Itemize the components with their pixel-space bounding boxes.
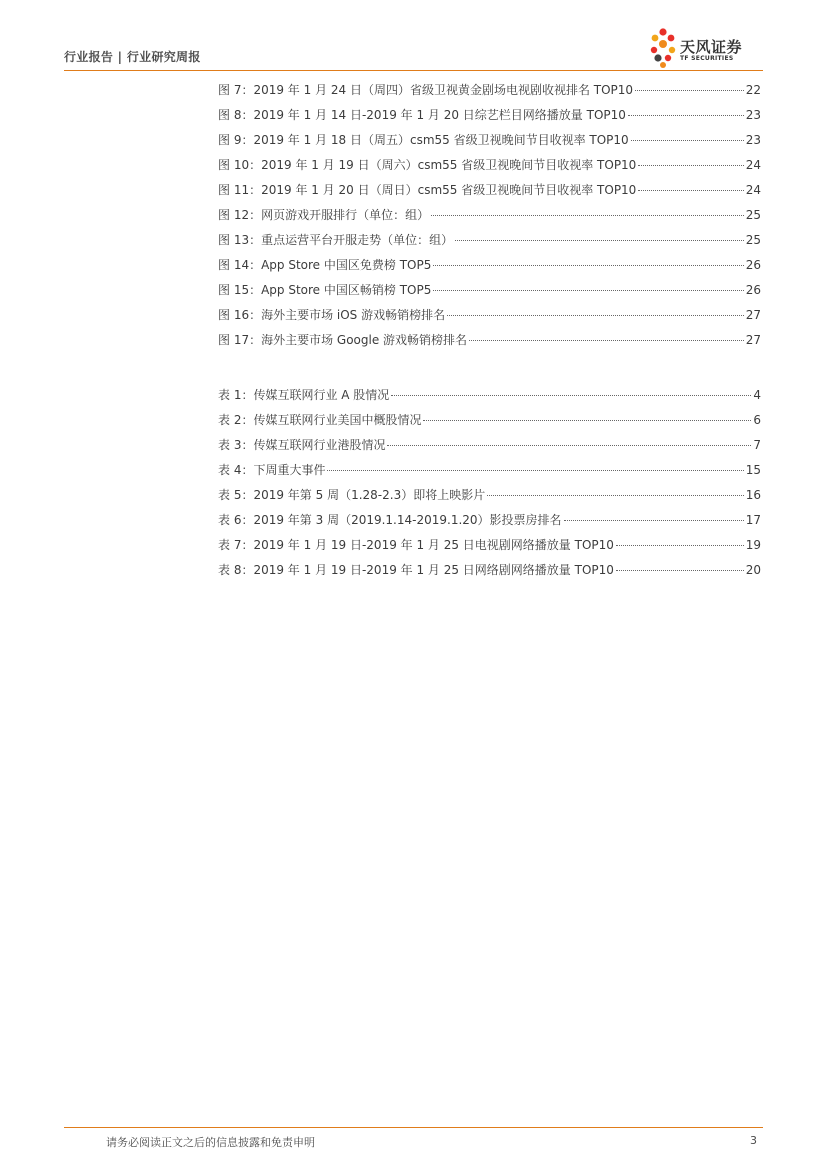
- toc-entry-page: 25: [745, 233, 761, 247]
- toc-entry-figure-8[interactable]: [218, 103, 761, 128]
- toc-entry-figure-13[interactable]: [218, 228, 761, 253]
- toc-leader-dots: [616, 570, 744, 571]
- toc-leader-dots: [635, 90, 744, 91]
- toc-entry-label: 图 7：2019 年 1 月 24 日（周四）省级卫视黄金剧场电视剧收视排名 TOP10: [218, 83, 634, 97]
- toc-leader-dots: [423, 420, 751, 421]
- toc-entry-label: 图 16：海外主要市场 iOS 游戏畅销榜排名: [218, 308, 446, 322]
- toc-entry-label: 表 6：2019 年第 3 周（2019.1.14-2019.1.20）影投票房排名: [218, 513, 562, 527]
- toc-leader-dots: [631, 140, 744, 141]
- toc-entry-label: 图 17：海外主要市场 Google 游戏畅销榜排名: [218, 333, 468, 347]
- toc-entry-table-5[interactable]: [218, 483, 761, 508]
- toc-entry-table-7[interactable]: [218, 533, 761, 558]
- report-category: 行业报告 | 行业研究周报: [64, 50, 201, 64]
- toc-entry-label: 表 8：2019 年 1 月 19 日-2019 年 1 月 25 日网络剧网络播放量 TOP10: [218, 563, 614, 577]
- header-divider: [64, 70, 763, 71]
- toc-entry-figure-15[interactable]: [218, 278, 761, 303]
- toc-entry-table-8[interactable]: [218, 558, 761, 583]
- toc-entry-label: 图 15：App Store 中国区畅销榜 TOP5: [218, 283, 432, 297]
- toc-leader-dots: [447, 315, 744, 316]
- toc-entry-figure-11[interactable]: [218, 178, 761, 203]
- toc-entry-figure-7[interactable]: [218, 78, 761, 103]
- flower-logo-icon: [648, 26, 678, 70]
- toc-entry-figure-12[interactable]: [218, 203, 761, 228]
- toc-entry-page: 20: [745, 563, 761, 577]
- footer-disclaimer: 请务必阅读正文之后的信息披露和免责申明: [106, 1136, 315, 1149]
- toc-entry-table-6[interactable]: [218, 508, 761, 533]
- logo-chinese-name: 天风证券: [680, 38, 743, 56]
- toc-entry-page: 19: [745, 538, 761, 552]
- toc-entry-page: 25: [745, 208, 761, 222]
- page-number: 3: [750, 1134, 757, 1147]
- figure-toc-list: [218, 78, 761, 353]
- toc-leader-dots: [433, 265, 743, 266]
- toc-entry-page: 15: [745, 463, 761, 477]
- toc-entry-label: 图 10：2019 年 1 月 19 日（周六）csm55 省级卫视晚间节目收视率 TOP10: [218, 158, 637, 172]
- toc-entry-page: 22: [745, 83, 761, 97]
- toc-entry-page: 16: [745, 488, 761, 502]
- toc-entry-label: 图 14：App Store 中国区免费榜 TOP5: [218, 258, 432, 272]
- toc-entry-table-4[interactable]: [218, 458, 761, 483]
- company-logo: [648, 26, 768, 70]
- toc-entry-figure-14[interactable]: [218, 253, 761, 278]
- toc-leader-dots: [455, 240, 744, 241]
- toc-entry-page: 24: [745, 158, 761, 172]
- toc-entry-page: 6: [753, 413, 761, 427]
- toc-leader-dots: [638, 190, 743, 191]
- toc-entry-label: 图 8：2019 年 1 月 14 日-2019 年 1 月 20 日综艺栏目网络播放量 TOP10: [218, 108, 626, 122]
- toc-entry-label: 表 3：传媒互联网行业港股情况: [218, 438, 386, 452]
- toc-entry-page: 23: [745, 108, 761, 122]
- toc-entry-label: 表 7：2019 年 1 月 19 日-2019 年 1 月 25 日电视剧网络播放量 TOP10: [218, 538, 614, 552]
- toc-entry-page: 26: [745, 283, 761, 297]
- toc-leader-dots: [616, 545, 744, 546]
- table-toc-list: [218, 383, 761, 583]
- toc-leader-dots: [387, 445, 751, 446]
- toc-leader-dots: [628, 115, 744, 116]
- toc-entry-figure-9[interactable]: [218, 128, 761, 153]
- toc-entry-figure-10[interactable]: [218, 153, 761, 178]
- toc-entry-page: 27: [745, 333, 761, 347]
- toc-entry-page: 17: [745, 513, 761, 527]
- toc-entry-page: 27: [745, 308, 761, 322]
- toc-entry-label: 表 5：2019 年第 5 周（1.28-2.3）即将上映影片: [218, 488, 486, 502]
- toc-leader-dots: [327, 470, 743, 471]
- toc-entry-table-1[interactable]: [218, 383, 761, 408]
- toc-entry-page: 26: [745, 258, 761, 272]
- toc-leader-dots: [638, 165, 743, 166]
- toc-entry-label: 图 9：2019 年 1 月 18 日（周五）csm55 省级卫视晚间节目收视率 TOP10: [218, 133, 629, 147]
- toc-leader-dots: [469, 340, 744, 341]
- toc-entry-table-2[interactable]: [218, 408, 761, 433]
- toc-entry-label: 表 4：下周重大事件: [218, 463, 326, 477]
- toc-entry-label: 图 12：网页游戏开服排行（单位：组）: [218, 208, 430, 222]
- footer-divider: [64, 1127, 763, 1128]
- toc-leader-dots: [391, 395, 751, 396]
- toc-entry-page: 4: [753, 388, 761, 402]
- toc-leader-dots: [433, 290, 743, 291]
- toc-entry-label: 表 1：传媒互联网行业 A 股情况: [218, 388, 390, 402]
- toc-entry-page: 7: [753, 438, 761, 452]
- toc-entry-figure-16[interactable]: [218, 303, 761, 328]
- toc-leader-dots: [431, 215, 744, 216]
- toc-leader-dots: [564, 520, 744, 521]
- toc-entry-label: 图 13：重点运营平台开服走势（单位：组）: [218, 233, 454, 247]
- toc-entry-label: 图 11：2019 年 1 月 20 日（周日）csm55 省级卫视晚间节目收视率 TOP10: [218, 183, 637, 197]
- toc-entry-page: 24: [745, 183, 761, 197]
- toc-entry-page: 23: [745, 133, 761, 147]
- toc-entry-figure-17[interactable]: [218, 328, 761, 353]
- toc-entry-table-3[interactable]: [218, 433, 761, 458]
- toc-leader-dots: [487, 495, 744, 496]
- logo-english-name: TF SECURITIES: [680, 55, 734, 62]
- toc-entry-label: 表 2：传媒互联网行业美国中概股情况: [218, 413, 422, 427]
